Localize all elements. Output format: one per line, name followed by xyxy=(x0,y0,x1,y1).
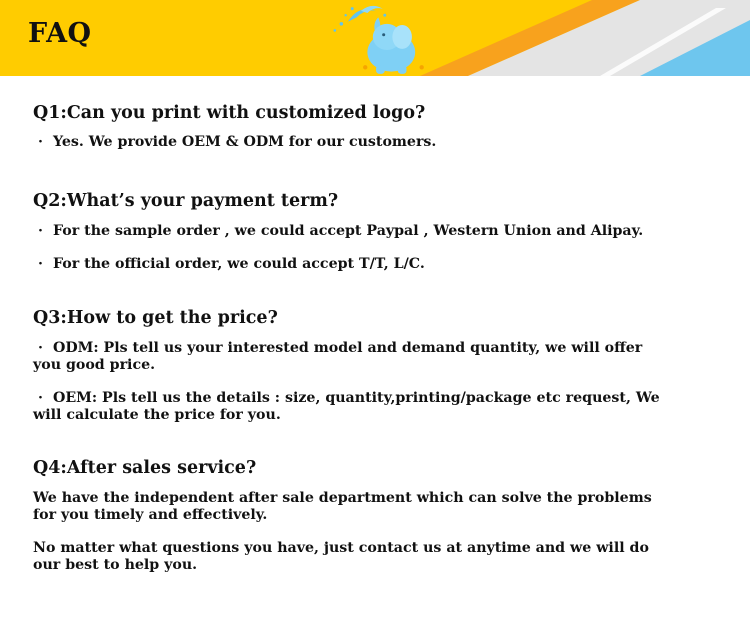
question-1-answer-1 xyxy=(33,134,436,151)
question-3-answer-2 xyxy=(33,390,673,424)
question-3-title: Q3:How to get the price? xyxy=(33,308,278,328)
bullet-dot: · xyxy=(38,223,43,239)
answer-text: For the sample order , we could accept Paypal , Western Union and Alipay. xyxy=(53,223,644,239)
question-4-title: Q4:After sales service? xyxy=(33,458,257,478)
question-1-title: Q1:Can you print with customized logo? xyxy=(33,103,426,123)
bullet-dot: · xyxy=(38,390,43,406)
answer-text: For the official order, we could accept T/T, L/C. xyxy=(53,256,425,272)
question-4-paragraph-2: No matter what questions you have, just contact us at anytime and we will do our best to help you. xyxy=(33,540,649,573)
faq-banner xyxy=(0,0,750,76)
bullet-dot: · xyxy=(38,134,43,150)
bullet-dot: · xyxy=(38,340,43,356)
bullet-dot: · xyxy=(38,256,43,272)
question-2-title: Q2:What’s your payment term? xyxy=(33,191,339,211)
question-2-answer-1 xyxy=(33,223,643,240)
answer-text: ODM: Pls tell us your interested model and demand quantity, we will offer you good price. xyxy=(33,340,643,373)
question-3-answer-1 xyxy=(33,340,673,374)
page-title: FAQ xyxy=(28,18,92,49)
answer-text: Yes. We provide OEM & ODM for our customers. xyxy=(53,134,437,150)
answer-text: OEM: Pls tell us the details : size, quantity,printing/package etc request, We will calculate the price for you. xyxy=(33,390,660,423)
elephant-icon xyxy=(0,0,750,76)
question-4-paragraph-1: We have the independent after sale department which can solve the problems for you timely and effectively. xyxy=(33,490,652,523)
question-2-answer-2 xyxy=(33,256,425,273)
